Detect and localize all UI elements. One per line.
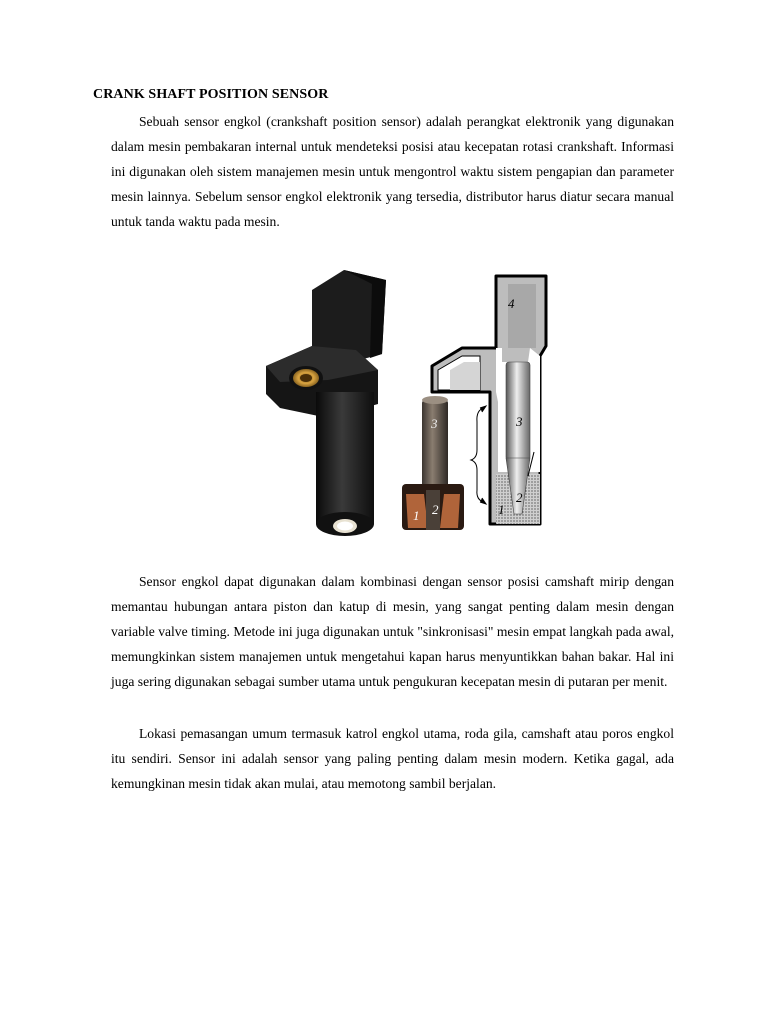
sensor-figure (258, 262, 558, 542)
diagram-label-2: 2 (516, 490, 523, 505)
paragraph-combination: Sensor engkol dapat digunakan dalam kombinasi dengan sensor posisi camshaft mirip dengan memantau hubungan antara piston dan katup di mesin, yang sangat penting dalam mesin dengan variable valve timing. Metode ini juga digunakan untuk "sinkronisasi" mesin empat langkah pada awal, memungkinkan sistem manajemen untuk mengetahui kapan harus menyuntikkan bahan bakar. Hal ini juga sering digunakan sebagai sumber utama untuk pengukuran kecepatan mesin di putaran per menit. (111, 574, 674, 690)
diagram-label-3: 3 (516, 414, 523, 429)
core-label-3: 3 (431, 416, 438, 431)
diagram-label-1: 1 (498, 502, 505, 517)
sensor-illustration (258, 262, 558, 542)
paragraph-intro: Sebuah sensor engkol (crankshaft position sensor) adalah perangkat elektronik yang digunakan dalam mesin pembakaran internal untuk mendeteksi posisi atau kecepatan rotasi crankshaft. Informasi ini digunakan oleh sistem manajemen mesin untuk mengontrol waktu sistem pengapian dan parameter mesin lainnya. Sebelum sensor engkol elektronik yang tersedia, distributor harus diatur secara manual untuk tanda waktu pada mesin. (111, 114, 674, 230)
core-label-1: 1 (413, 508, 420, 523)
assembly-brace (471, 406, 486, 504)
paragraph-location: Lokasi pemasangan umum termasuk katrol engkol utama, roda gila, camshaft atau poros engkol itu sendiri. Sensor ini adalah sensor yang paling penting dalam mesin modern. Ketika gagal, ada kemungkinan mesin tidak akan mulai, atau memotong sambil berjalan. (111, 726, 674, 792)
core-label-2: 2 (432, 502, 439, 517)
sensor-photo (266, 270, 386, 536)
sensor-core (402, 396, 464, 530)
page-title: CRANK SHAFT POSITION SENSOR (93, 87, 329, 102)
diagram-label-4: 4 (508, 296, 515, 311)
